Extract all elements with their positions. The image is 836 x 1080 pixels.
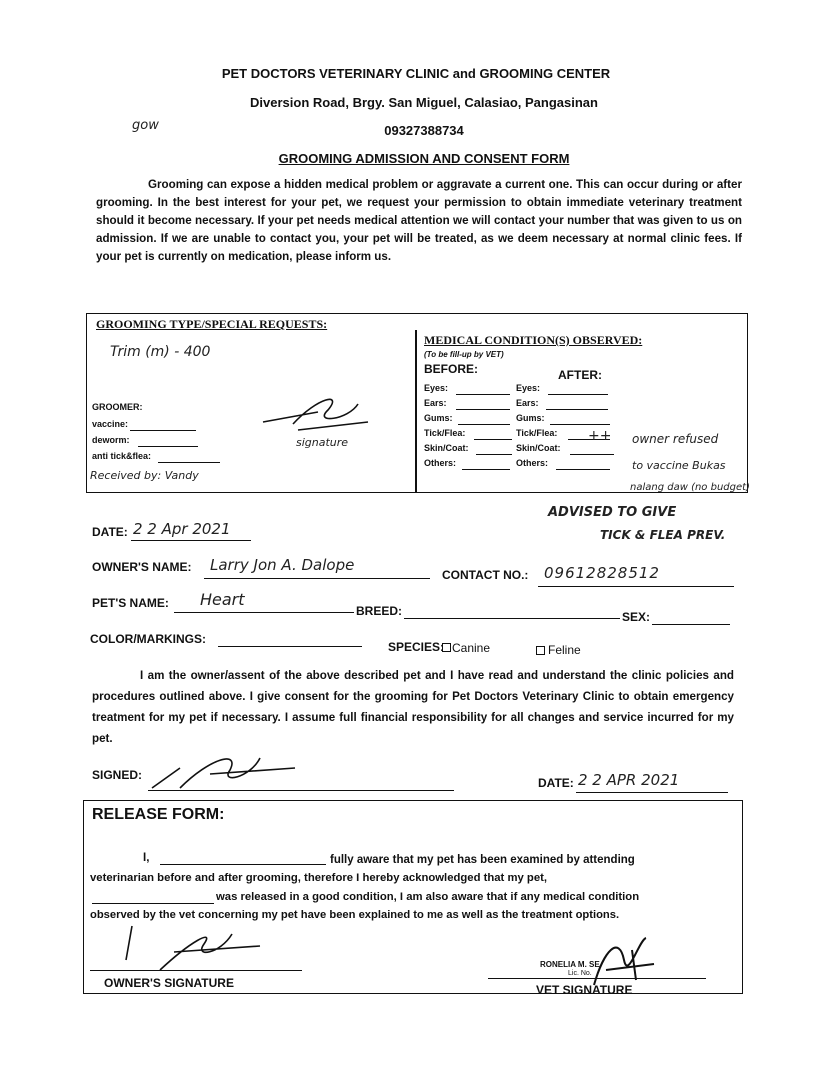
owner-sig-line [90,970,302,971]
date-line [131,540,251,541]
release-i: I, [143,852,150,864]
margin-note: gow [132,118,159,133]
release-pet-line [92,903,214,904]
after-item: Gums: [516,413,545,423]
after-label: AFTER: [558,368,602,382]
feline-label: Feline [548,643,581,657]
vet-sig-label: VET SIGNATURE [536,983,633,997]
antitick-line [158,462,220,463]
after-item: Others: [516,458,549,468]
signature-note: signature [296,436,349,449]
vet-note-4: ADVISED TO GIVE [548,505,677,520]
release-line2: veterinarian before and after grooming, therefore I hereby acknowledged that my pet, [90,872,547,884]
release-line3: was released in a good condition, I am also aware that if any medical condition [216,891,640,903]
date-label: DATE: [92,525,128,539]
consent-paragraph: I am the owner/assent of the above described pet and I have read and understand the clinic policies and procedures outlined above. I give consent for the grooming for Pet Doctors Veterinary Clinic to obtain emergency treatment for my pet if necessary. I assume full financial responsibility for all changes and service incurred for my pet. [92,669,734,745]
vet-note-3: nalang daw (no budget) [630,482,750,493]
grooming-header: GROOMING TYPE/SPECIAL REQUESTS: [96,317,328,331]
signed-date-label: DATE: [538,776,574,790]
before-item: Skin/Coat: [424,443,469,453]
release-title: RELEASE FORM: [92,806,225,823]
before-item: Tick/Flea: [424,428,466,438]
sex-label: SEX: [622,610,651,624]
tick-mark: ++ [588,428,612,444]
owner-value: Larry Jon A. Dalope [210,556,355,574]
after-item: Eyes: [516,383,541,393]
eyes-after-line [548,394,608,395]
intro-paragraph: Grooming can expose a hidden medical problem or aggravate a current one. This can occur during or after grooming. In the best interest for your pet, we request your permission to obtain immediate veterinary treatment should it become necessary. If your pet needs medical attention we will contact your number that was given to us on admission. If we are unable to contact you, your pet will be treated, as we deem necessary at normal clinic fees. If your pet is currently on medication, please inform us. [96,178,742,263]
medical-subheader: (To be fill-up by VET) [424,350,504,359]
owner-line [204,578,430,579]
ears-after-line [546,409,608,410]
groomer-signature [258,392,378,442]
vaccine-line [130,430,196,431]
breed-line [404,618,620,619]
date-value: 2 2 Apr 2021 [133,520,231,538]
signed-label: SIGNED: [92,768,143,782]
others-before-line [462,469,510,470]
before-item: Gums: [424,413,453,423]
medical-row [424,458,624,473]
antitick-label: anti tick&flea: [92,451,152,461]
contact-line [538,586,734,587]
clinic-name: PET DOCTORS VETERINARY CLINIC and GROOMING CENTER [221,66,611,81]
contact-value: 09612828512 [544,564,660,582]
canine-label: Canine [452,641,491,655]
ears-before-line [456,409,510,410]
breed-label: BREED: [356,604,403,618]
vet-name: RONELIA M. SE [540,960,600,969]
form-title: GROOMING ADMISSION AND CONSENT FORM [278,151,570,166]
box-divider [415,330,417,492]
vet-lic: Lic. No. [568,970,592,977]
vet-sig-line [488,978,706,979]
pet-label: PET'S NAME: [92,596,169,610]
vet-signature [584,930,664,990]
vet-note-1: owner refused [632,432,719,446]
vet-note-2: to vaccine Bukas [632,459,726,472]
deworm-line [138,446,198,447]
before-item: Others: [424,458,457,468]
medical-row [424,413,624,428]
skin-before-line [476,454,512,455]
before-item: Ears: [424,398,447,408]
sex-line [652,624,730,625]
after-item: Tick/Flea: [516,428,558,438]
after-item: Ears: [516,398,539,408]
groomer-label: GROOMER: [92,402,143,412]
medical-row [424,443,624,458]
release-line1: fully aware that my pet has been examined by attending [330,854,635,866]
owner-signature [150,748,300,792]
contact-label: CONTACT NO.: [442,568,529,582]
others-after-line [556,469,610,470]
canine-checkbox[interactable] [442,643,451,652]
before-item: Eyes: [424,383,449,393]
color-label: COLOR/MARKINGS: [90,632,206,646]
tick-before-line [474,439,512,440]
medical-header: MEDICAL CONDITION(S) OBSERVED: [424,333,643,347]
medical-row [424,398,624,413]
release-owner-signature [120,922,270,976]
owner-label: OWNER'S NAME: [92,560,192,574]
feline-checkbox[interactable] [536,646,545,655]
color-line [218,646,362,647]
clinic-address: Diversion Road, Brgy. San Miguel, Calasiao, Pangasinan [250,95,598,110]
gums-before-line [458,424,510,425]
vet-note-5: TICK & FLEA PREV. [600,528,726,542]
after-item: Skin/Coat: [516,443,561,453]
deworm-label: deworm: [92,435,130,445]
clinic-phone: 09327388734 [384,123,464,138]
release-name-line [160,864,326,865]
skin-after-line [570,454,614,455]
pet-value: Heart [200,590,245,609]
medical-row [424,383,624,398]
signed-date-line [576,792,728,793]
owner-sig-label: OWNER'S SIGNATURE [104,976,234,990]
signed-date-value: 2 2 APR 2021 [578,771,680,789]
grooming-request-value: Trim (m) - 400 [110,344,211,360]
eyes-before-line [456,394,510,395]
gums-after-line [550,424,610,425]
before-label: BEFORE: [424,362,478,376]
release-line4: observed by the vet concerning my pet have been explained to me as well as the treatment options. [90,909,620,921]
vaccine-label: vaccine: [92,419,129,429]
received-by: Received by: Vandy [90,469,199,482]
species-label: SPECIES: [388,640,445,654]
pet-line [174,612,354,613]
